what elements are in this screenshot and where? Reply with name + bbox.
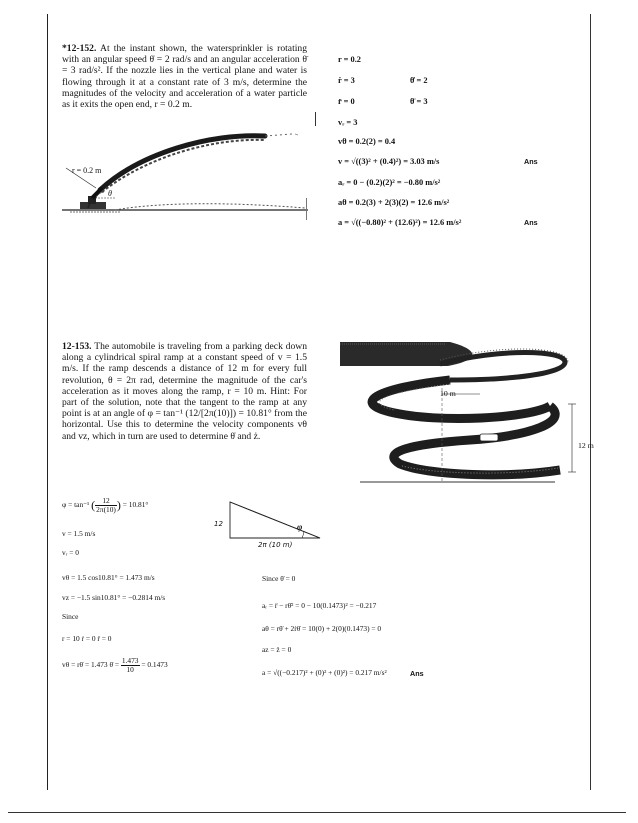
sol153-v: v = 1.5 m/s (62, 529, 96, 538)
triangle-side-label: 12 (214, 520, 223, 528)
sol153-since2: Since θ̈ = 0 (262, 574, 296, 583)
sol153-phi: φ = tan⁻¹ ( $\frac{12}{2\pi(10)}$ ) = 10.81° (62, 496, 149, 514)
problem-152-statement (62, 43, 307, 110)
sol152-ar: aᵣ = 0 − (0.2)(2)² = −0.80 m/s² (338, 178, 441, 187)
radius-label: 10 m (440, 389, 456, 398)
sol153-vtheta2: vθ = rθ̇ = 1.473 θ̇ = $\frac{1.473}{10}$ = 0.1473 (62, 656, 168, 674)
sol153-ar: aᵣ = r̈ − rθ̇² = 0 − 10(0.1473)² = −0.217 (262, 601, 377, 610)
problem-152-text: At the instant shown, the watersprinkler is rotating with an angular speed θ̇ = 2 rad/s and an angular acceleration θ̈ = 3 rad/s². If the nozzle lies in the vertical plane and water is flowing through it at a constant rate of 3 m/s, determine the magnitudes of the velocity and acceleration of a water particle as it exits the open end, r = 0.2 m. (62, 43, 307, 111)
sol153-since1: Since (62, 612, 79, 621)
sol152-vr: vᵣ = 3 (338, 118, 358, 127)
sol152-r: r = 0.2 (338, 55, 361, 64)
sol153-rvals: r = 10 ṙ = 0 r̈ = 0 (62, 634, 112, 643)
sol152-v: v = √((3)² + (0.4)²) = 3.03 m/s (338, 157, 440, 166)
sol152-ans1: Ans (524, 157, 538, 166)
sol152-rdot: ṙ = 3 (338, 76, 355, 85)
sol152-vtheta: vθ = 0.2(2) = 0.4 (338, 137, 396, 146)
problem-153-number: 12-153. (62, 341, 92, 352)
divider-mark-2 (306, 198, 308, 220)
sol152-thetaddot: θ̈ = 3 (410, 97, 428, 106)
sol152-rddot: r̈ = 0 (338, 97, 355, 106)
divider-mark (315, 112, 317, 126)
sol152-thetadot: θ̇ = 2 (410, 76, 428, 85)
height-label: 12 m (578, 441, 594, 450)
sol152-a: a = √((−0.80)² + (12.6)²) = 12.6 m/s² (338, 218, 462, 227)
sol153-az: az = z̈ = 0 (262, 645, 292, 654)
triangle-base-label: 2π (10 m) (258, 541, 293, 549)
problem-153-text: The automobile is traveling from a parking deck down along a cylindrical spiral ramp at a constant speed of v = 1.5 m/s. If the ramp descends a distance of 12 m for every full revolution, θ = 2π rad, determine the magnitude of the car's acceleration as it moves along the ramp, r = 10 m. Hint: For part of the solution, note that the tangent to the ramp at any point is at an angle of φ = tan⁻¹ (12/[2π(10)]) = 10.81° from the horizontal. Use this to determine the velocity components vθ and vz, which in turn are used to determine θ̇ and ż. (62, 341, 307, 442)
sol153-vtheta: vθ = 1.5 cos10.81° = 1.473 m/s (62, 573, 155, 582)
triangle-angle-label: φ (297, 522, 303, 532)
sol153-vz: vz = −1.5 sin10.81° = −0.2814 m/s (62, 593, 166, 602)
sol153-atheta: aθ = rθ̈ + 2ṙθ̇ = 10(0) + 2(0)(0.1473) = 0 (262, 624, 382, 633)
page-bottom-edge (8, 812, 626, 813)
sol152-ans2: Ans (524, 218, 538, 227)
r-label: r = 0.2 m (72, 166, 102, 175)
spiral-ramp-figure (330, 340, 578, 490)
problem-153-statement (62, 341, 307, 442)
problem-152-number: *12-152. (62, 43, 97, 54)
sol152-atheta: aθ = 0.2(3) + 2(3)(2) = 12.6 m/s² (338, 198, 450, 207)
sol153-ans: Ans (410, 669, 424, 678)
sol153-a: a = √((−0.217)² + (0)² + (0)²) = 0.217 m/s² (262, 668, 387, 677)
theta-label: θ (108, 189, 112, 198)
sol153-vr: vᵣ = 0 (62, 548, 79, 557)
